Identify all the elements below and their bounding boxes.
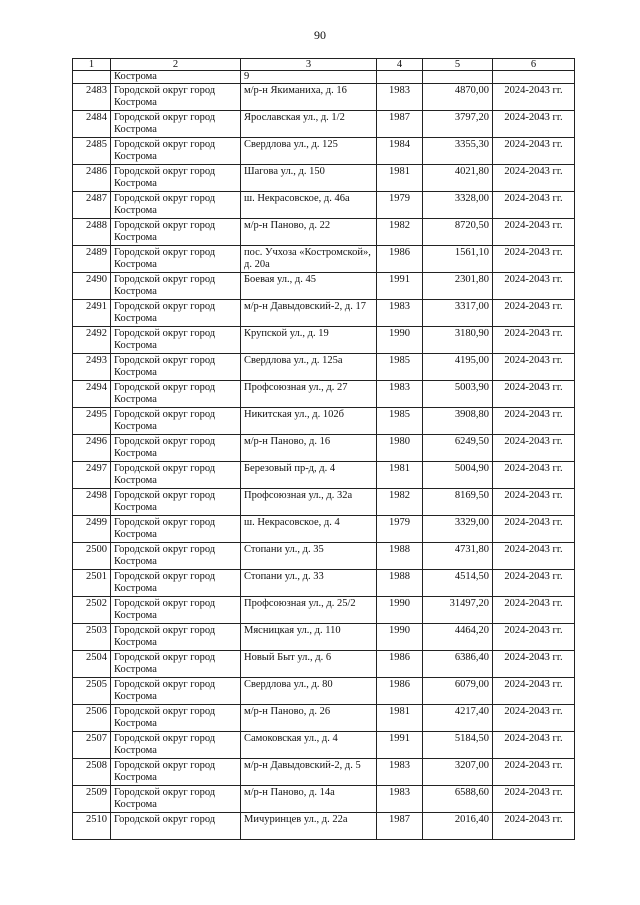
cell-area: 4870,00 — [423, 84, 493, 111]
cell-locality: Городской округ город Кострома — [111, 192, 241, 219]
cell-num: 2501 — [73, 570, 111, 597]
cell-num: 2488 — [73, 219, 111, 246]
cell-area — [423, 71, 493, 84]
cell-locality: Городской округ город Кострома — [111, 624, 241, 651]
table-row — [73, 705, 575, 732]
cell-locality: Городской округ город Кострома — [111, 300, 241, 327]
table-row — [73, 165, 575, 192]
cell-year: 1983 — [377, 381, 423, 408]
table-row — [73, 435, 575, 462]
cell-year: 1985 — [377, 408, 423, 435]
cell-locality: Городской округ город Кострома — [111, 597, 241, 624]
cell-address: Стопани ул., д. 35 — [241, 543, 377, 570]
cell-year — [377, 71, 423, 84]
cell-period: 2024-2043 гг. — [493, 111, 575, 138]
table-row — [73, 408, 575, 435]
cell-area: 4514,50 — [423, 570, 493, 597]
cell-num: 2492 — [73, 327, 111, 354]
cell-period: 2024-2043 гг. — [493, 543, 575, 570]
cell-year: 1982 — [377, 219, 423, 246]
cell-num: 2493 — [73, 354, 111, 381]
cell-num: 2507 — [73, 732, 111, 759]
table-row — [73, 300, 575, 327]
cell-period: 2024-2043 гг. — [493, 354, 575, 381]
cell-num: 2500 — [73, 543, 111, 570]
column-header: 4 — [377, 59, 423, 71]
cell-locality: Городской округ город Кострома — [111, 246, 241, 273]
cell-locality: Городской округ город Кострома — [111, 705, 241, 732]
cell-period — [493, 71, 575, 84]
cell-area: 6249,50 — [423, 435, 493, 462]
cell-period: 2024-2043 гг. — [493, 138, 575, 165]
cell-period: 2024-2043 гг. — [493, 705, 575, 732]
cell-address: м/р-н Давыдовский-2, д. 5 — [241, 759, 377, 786]
cell-area: 3180,90 — [423, 327, 493, 354]
cell-address: Самоковская ул., д. 4 — [241, 732, 377, 759]
cell-locality: Городской округ город Кострома — [111, 381, 241, 408]
cell-num: 2487 — [73, 192, 111, 219]
table-row — [73, 246, 575, 273]
cell-num: 2497 — [73, 462, 111, 489]
cell-year: 1986 — [377, 246, 423, 273]
cell-area: 4731,80 — [423, 543, 493, 570]
cell-area: 3355,30 — [423, 138, 493, 165]
cell-address: Крупской ул., д. 19 — [241, 327, 377, 354]
cell-year: 1985 — [377, 354, 423, 381]
cell-year: 1979 — [377, 192, 423, 219]
cell-num: 2506 — [73, 705, 111, 732]
cell-year: 1987 — [377, 813, 423, 840]
cell-period: 2024-2043 гг. — [493, 273, 575, 300]
cell-area: 4217,40 — [423, 705, 493, 732]
cell-period: 2024-2043 гг. — [493, 651, 575, 678]
cell-period: 2024-2043 гг. — [493, 219, 575, 246]
cell-year: 1988 — [377, 543, 423, 570]
cell-area: 6079,00 — [423, 678, 493, 705]
cell-address: Шагова ул., д. 150 — [241, 165, 377, 192]
cell-num: 2504 — [73, 651, 111, 678]
cell-num: 2498 — [73, 489, 111, 516]
table-row — [73, 786, 575, 813]
cell-locality: Городской округ город — [111, 813, 241, 840]
cell-address: м/р-н Давыдовский-2, д. 17 — [241, 300, 377, 327]
table-row — [73, 651, 575, 678]
cell-locality: Городской округ город Кострома — [111, 516, 241, 543]
cell-address: Березовый пр-д, д. 4 — [241, 462, 377, 489]
cell-area: 3329,00 — [423, 516, 493, 543]
cell-area: 3797,20 — [423, 111, 493, 138]
column-header: 6 — [493, 59, 575, 71]
cell-area: 1561,10 — [423, 246, 493, 273]
cell-period: 2024-2043 гг. — [493, 84, 575, 111]
table-row — [73, 624, 575, 651]
table-row — [73, 138, 575, 165]
cell-area: 4464,20 — [423, 624, 493, 651]
table-row — [73, 327, 575, 354]
cell-locality: Городской округ город Кострома — [111, 408, 241, 435]
cell-address: Свердлова ул., д. 125 — [241, 138, 377, 165]
cell-address: Новый Быт ул., д. 6 — [241, 651, 377, 678]
table-row — [73, 516, 575, 543]
cell-year: 1984 — [377, 138, 423, 165]
table-row — [73, 354, 575, 381]
cell-area: 31497,20 — [423, 597, 493, 624]
cell-area: 8720,50 — [423, 219, 493, 246]
cell-year: 1988 — [377, 570, 423, 597]
cell-period: 2024-2043 гг. — [493, 462, 575, 489]
cell-address: м/р-н Паново, д. 14а — [241, 786, 377, 813]
cell-area: 4195,00 — [423, 354, 493, 381]
cell-num: 2503 — [73, 624, 111, 651]
cell-period: 2024-2043 гг. — [493, 732, 575, 759]
cell-address: Свердлова ул., д. 80 — [241, 678, 377, 705]
cell-area: 5003,90 — [423, 381, 493, 408]
cell-locality: Городской округ город Кострома — [111, 462, 241, 489]
column-header: 3 — [241, 59, 377, 71]
cell-year: 1986 — [377, 678, 423, 705]
cell-address: Боевая ул., д. 45 — [241, 273, 377, 300]
table-row — [73, 813, 575, 840]
housing-registry-table — [72, 58, 575, 840]
cell-period: 2024-2043 гг. — [493, 192, 575, 219]
column-header: 5 — [423, 59, 493, 71]
cell-year: 1981 — [377, 462, 423, 489]
cell-period: 2024-2043 гг. — [493, 516, 575, 543]
cell-year: 1990 — [377, 624, 423, 651]
cell-area: 5004,90 — [423, 462, 493, 489]
cell-num: 2483 — [73, 84, 111, 111]
cell-locality: Городской округ город Кострома — [111, 111, 241, 138]
cell-year: 1983 — [377, 300, 423, 327]
cell-address: ш. Некрасовское, д. 4 — [241, 516, 377, 543]
cell-period: 2024-2043 гг. — [493, 678, 575, 705]
cell-address: 9 — [241, 71, 377, 84]
table-row — [73, 759, 575, 786]
cell-num: 2502 — [73, 597, 111, 624]
cell-address: Мичуринцев ул., д. 22а — [241, 813, 377, 840]
table-row — [73, 273, 575, 300]
cell-area: 5184,50 — [423, 732, 493, 759]
cell-area: 3908,80 — [423, 408, 493, 435]
table-row — [73, 192, 575, 219]
cell-period: 2024-2043 гг. — [493, 813, 575, 840]
table-row — [73, 381, 575, 408]
cell-year: 1990 — [377, 327, 423, 354]
continuation-row — [73, 71, 575, 84]
cell-address: Профсоюзная ул., д. 27 — [241, 381, 377, 408]
cell-period: 2024-2043 гг. — [493, 300, 575, 327]
cell-period: 2024-2043 гг. — [493, 570, 575, 597]
cell-num: 2496 — [73, 435, 111, 462]
cell-period: 2024-2043 гг. — [493, 786, 575, 813]
cell-address: Свердлова ул., д. 125а — [241, 354, 377, 381]
cell-locality: Городской округ город Кострома — [111, 165, 241, 192]
column-number-header-row — [73, 59, 575, 71]
cell-address: м/р-н Паново, д. 16 — [241, 435, 377, 462]
cell-locality: Городской округ город Кострома — [111, 570, 241, 597]
cell-locality: Городской округ город Кострома — [111, 327, 241, 354]
cell-area: 3317,00 — [423, 300, 493, 327]
cell-locality: Городской округ город Кострома — [111, 786, 241, 813]
cell-period: 2024-2043 гг. — [493, 759, 575, 786]
table-row — [73, 543, 575, 570]
cell-year: 1983 — [377, 759, 423, 786]
cell-num: 2490 — [73, 273, 111, 300]
cell-address: м/р-н Паново, д. 26 — [241, 705, 377, 732]
table-row — [73, 84, 575, 111]
cell-period: 2024-2043 гг. — [493, 597, 575, 624]
table-row — [73, 678, 575, 705]
cell-num: 2505 — [73, 678, 111, 705]
cell-address: Профсоюзная ул., д. 25/2 — [241, 597, 377, 624]
cell-area: 2016,40 — [423, 813, 493, 840]
cell-num: 2485 — [73, 138, 111, 165]
table-row — [73, 597, 575, 624]
cell-num — [73, 71, 111, 84]
cell-locality: Городской округ город Кострома — [111, 435, 241, 462]
cell-period: 2024-2043 гг. — [493, 246, 575, 273]
cell-year: 1981 — [377, 705, 423, 732]
cell-num: 2510 — [73, 813, 111, 840]
cell-period: 2024-2043 гг. — [493, 435, 575, 462]
cell-address: Стопани ул., д. 33 — [241, 570, 377, 597]
table-row — [73, 219, 575, 246]
cell-num: 2484 — [73, 111, 111, 138]
cell-area: 3207,00 — [423, 759, 493, 786]
cell-locality: Городской округ город Кострома — [111, 651, 241, 678]
cell-locality: Городской округ город Кострома — [111, 543, 241, 570]
cell-locality: Городской округ город Кострома — [111, 138, 241, 165]
cell-period: 2024-2043 гг. — [493, 327, 575, 354]
cell-year: 1983 — [377, 84, 423, 111]
cell-locality: Городской округ город Кострома — [111, 759, 241, 786]
cell-num: 2495 — [73, 408, 111, 435]
cell-area: 2301,80 — [423, 273, 493, 300]
cell-year: 1991 — [377, 732, 423, 759]
cell-locality: Городской округ город Кострома — [111, 354, 241, 381]
cell-locality: Городской округ город Кострома — [111, 273, 241, 300]
cell-period: 2024-2043 гг. — [493, 381, 575, 408]
cell-locality: Городской округ город Кострома — [111, 732, 241, 759]
cell-area: 8169,50 — [423, 489, 493, 516]
cell-period: 2024-2043 гг. — [493, 408, 575, 435]
cell-year: 1980 — [377, 435, 423, 462]
table-row — [73, 732, 575, 759]
cell-period: 2024-2043 гг. — [493, 624, 575, 651]
cell-period: 2024-2043 гг. — [493, 165, 575, 192]
cell-period: 2024-2043 гг. — [493, 489, 575, 516]
column-header: 2 — [111, 59, 241, 71]
cell-num: 2494 — [73, 381, 111, 408]
cell-num: 2489 — [73, 246, 111, 273]
table-row — [73, 489, 575, 516]
cell-num: 2499 — [73, 516, 111, 543]
cell-address: Ярославская ул., д. 1/2 — [241, 111, 377, 138]
table-row — [73, 570, 575, 597]
table-row — [73, 462, 575, 489]
cell-area: 3328,00 — [423, 192, 493, 219]
column-header: 1 — [73, 59, 111, 71]
cell-year: 1981 — [377, 165, 423, 192]
cell-area: 6588,60 — [423, 786, 493, 813]
cell-num: 2491 — [73, 300, 111, 327]
cell-address: Мясницкая ул., д. 110 — [241, 624, 377, 651]
cell-address: Профсоюзная ул., д. 32а — [241, 489, 377, 516]
cell-year: 1982 — [377, 489, 423, 516]
cell-locality: Кострома — [111, 71, 241, 84]
cell-year: 1990 — [377, 597, 423, 624]
cell-year: 1987 — [377, 111, 423, 138]
cell-year: 1986 — [377, 651, 423, 678]
cell-num: 2486 — [73, 165, 111, 192]
cell-locality: Городской округ город Кострома — [111, 219, 241, 246]
cell-address: м/р-н Якиманиха, д. 16 — [241, 84, 377, 111]
cell-year: 1983 — [377, 786, 423, 813]
cell-address: ш. Некрасовское, д. 46а — [241, 192, 377, 219]
cell-year: 1979 — [377, 516, 423, 543]
cell-address: Никитская ул., д. 102б — [241, 408, 377, 435]
page-number: 90 — [314, 28, 326, 42]
cell-year: 1991 — [377, 273, 423, 300]
cell-locality: Городской округ город Кострома — [111, 489, 241, 516]
cell-num: 2508 — [73, 759, 111, 786]
cell-area: 4021,80 — [423, 165, 493, 192]
cell-address: м/р-н Паново, д. 22 — [241, 219, 377, 246]
table-row — [73, 111, 575, 138]
cell-area: 6386,40 — [423, 651, 493, 678]
cell-locality: Городской округ город Кострома — [111, 84, 241, 111]
cell-num: 2509 — [73, 786, 111, 813]
cell-address: пос. Учхоза «Костромской», д. 20а — [241, 246, 377, 273]
cell-locality: Городской округ город Кострома — [111, 678, 241, 705]
